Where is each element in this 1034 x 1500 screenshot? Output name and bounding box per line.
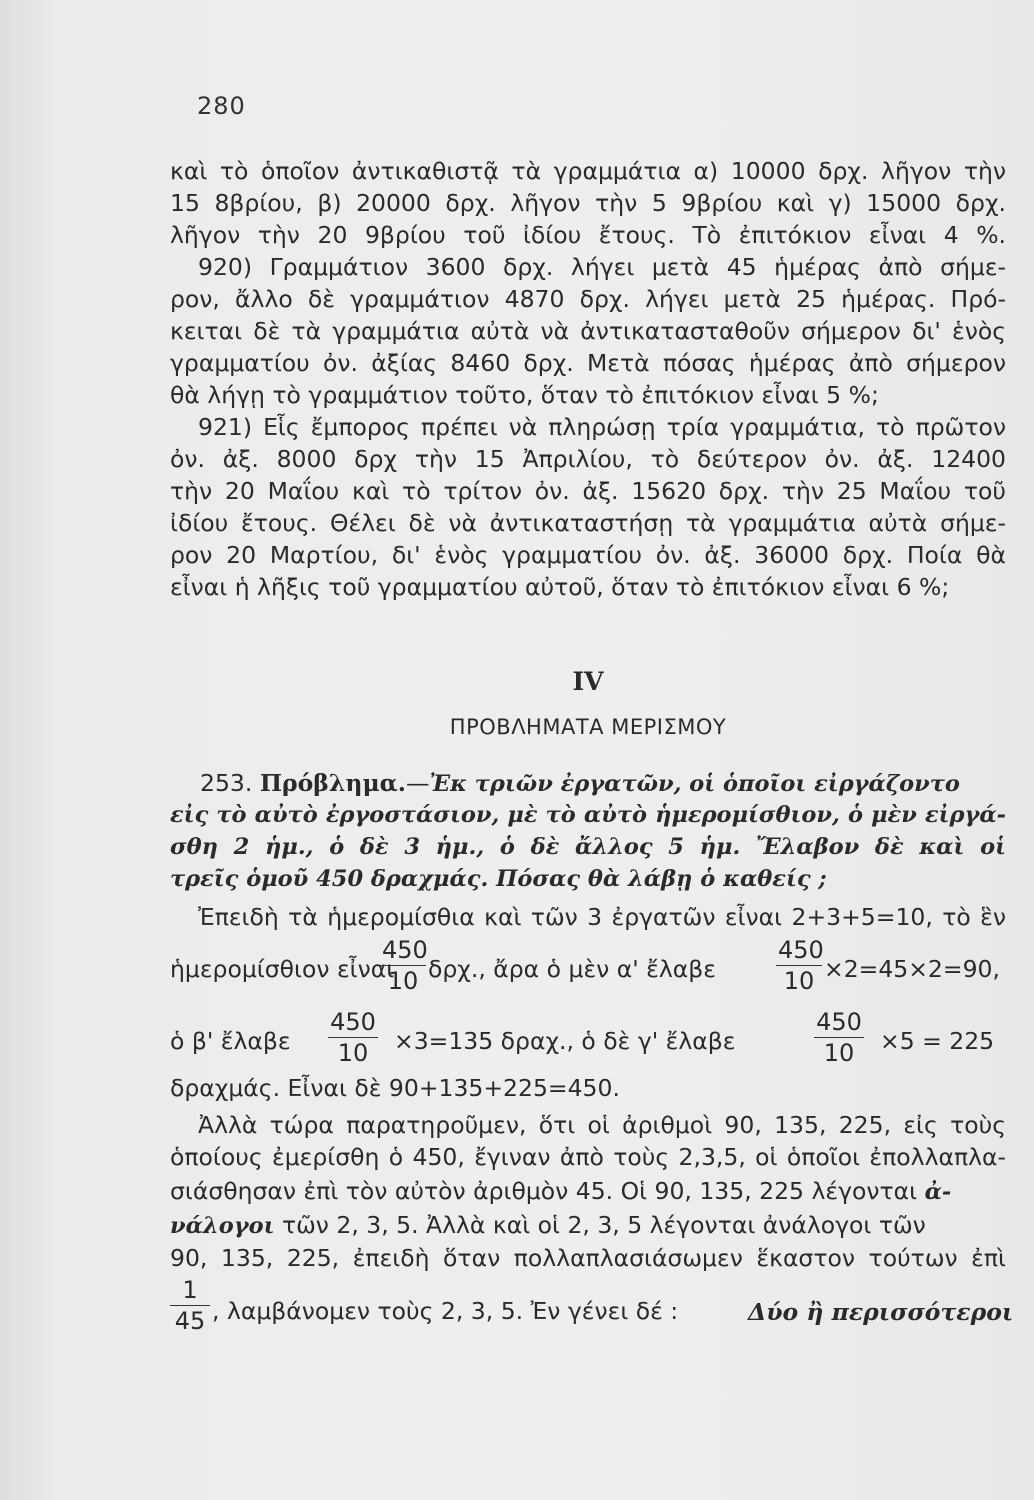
problem-label: Πρόβλημα.	[259, 769, 406, 797]
problem-text-line: σθη 2 ἡμ., ὁ δὲ 3 ἡμ., ὁ δὲ ἄλλος 5 ἡμ. Ἔλαβον δὲ καὶ οἱ	[170, 834, 1006, 860]
bold-term: νάλογοι	[170, 1213, 275, 1239]
text-span: τῶν 2, 3, 5. Ἀλλὰ καὶ οἱ 2, 3, 5 λέγονται ἀνάλογοι τῶν	[274, 1211, 926, 1239]
bold-term: Δύο ἢ περισσότεροι	[748, 1298, 1014, 1326]
problem-text-line: τρεῖς ὁμοῦ 450 δραχμάς. Πόσας θὰ λάβῃ ὁ καθείς ;	[170, 866, 827, 892]
eq-text: ὁ β' ἔλαβε	[170, 1027, 291, 1055]
text-line: εἶναι ἡ λῆξις τοῦ γραμματίου αὐτοῦ, ὅταν τὸ ἐπιτόκιον εἶναι 6 %;	[170, 573, 950, 601]
text-line: ρον 20 Μαρτίου, δι' ἑνὸς γραμματίου ὀν. ἀξ. 36000 δρχ. Ποία θὰ	[170, 541, 1006, 569]
eq-text: δρχ., ἄρα ὁ μὲν α' ἔλαβε	[428, 955, 716, 983]
text-line: γραμματίου ὀν. ἀξίας 8460 δρχ. Μετὰ πόσας ἡμέρας ἀπὸ σήμερον	[170, 349, 1006, 377]
fraction-denominator: 45	[174, 1307, 206, 1335]
text-line-with-bold	[170, 1176, 1006, 1207]
fraction-numerator: 450	[778, 936, 824, 964]
equation-line-1	[170, 935, 1006, 1005]
problem-920-start: 920) Γραμμάτιον 3600 δρχ. λήγει μετὰ 45 ἡμέρας ἀπὸ σήμε-	[198, 253, 1006, 281]
text-line: λῆγον τὴν 20 9βρίου τοῦ ἰδίου ἔτους. Τὸ ἐπιτόκιον εἶναι 4 %.	[170, 221, 1006, 249]
text-line: καὶ τὸ ὁποῖον ἀντικαθιστᾷ τὰ γραμμάτια α) 10000 δρχ. λῆγον τὴν	[170, 157, 1006, 185]
equation-line-2	[170, 1007, 1006, 1077]
fraction-numerator: 450	[382, 936, 428, 964]
fraction-numerator: 450	[330, 1008, 376, 1036]
eq-text: ×2=45×2=90,	[824, 955, 1000, 983]
bold-term: ἀ-	[924, 1179, 952, 1205]
problem-253-header	[200, 768, 1006, 799]
text-line: θὰ λήγῃ τὸ γραμμάτιον τοῦτο, ὅταν τὸ ἐπιτόκιον εἶναι 5 %;	[170, 381, 879, 409]
eq-text: ×5 = 225	[880, 1027, 995, 1055]
text-line: κειται δὲ τὰ γραμμάτια αὐτὰ νὰ ἀντικατασταθοῦν σήμερον δι' ἑνὸς	[170, 317, 1006, 345]
fraction	[814, 1009, 864, 1066]
text-line: 15 8βρίου, β) 20000 δρχ. λῆγον τὴν 5 9βρίου καὶ γ) 15000 δρχ.	[170, 189, 1006, 217]
problem-text-line: εἰς τὸ αὐτὸ ἐργοστάσιον, μὲ τὸ αὐτὸ ἡμερομίσθιον, ὁ μὲν εἰργά-	[170, 802, 1006, 828]
text-line: δραχμάς. Εἶναι δὲ 90+135+225=450.	[170, 1074, 620, 1102]
text-line: ἰδίου ἔτους. Θέλει δὲ νὰ ἀντικαταστήσῃ τὰ γραμμάτια αὐτὰ σήμε-	[170, 509, 1006, 537]
text-line: σιάσθησαν ἐπὶ τὸν αὐτὸν ἀριθμὸν 45. Οἱ 90, 135, 225 λέγονται	[170, 1177, 918, 1205]
fraction	[170, 1277, 210, 1334]
problem-text: Ἐκ τριῶν ἐργατῶν, οἱ ὁποῖοι εἰργάζοντο	[429, 771, 960, 797]
eq-text: ἡμερομίσθιον εἶναι	[170, 955, 395, 983]
fraction-denominator: 10	[387, 967, 419, 995]
fraction-numerator: 1	[182, 1276, 198, 1304]
page-number: 280	[197, 92, 246, 120]
final-line	[170, 1276, 1014, 1347]
text-line: Ἀλλὰ τώρα παρατηροῦμεν, ὅτι οἱ ἀριθμοὶ 90, 135, 225, εἰς τοὺς	[198, 1111, 1006, 1139]
section-number: IV	[572, 667, 604, 696]
text-line: 90, 135, 225, ἐπειδὴ ὅταν πολλαπλασιάσωμεν ἕκαστον τούτων ἐπὶ	[170, 1244, 1006, 1272]
eq-text: ×3=135 δραχ., ὁ δὲ γ' ἔλαβε	[394, 1027, 736, 1055]
eq-text: , λαμβάνομεν τοὺς 2, 3, 5. Ἐν γένει δέ :	[212, 1297, 679, 1325]
fraction-numerator: 450	[816, 1008, 862, 1036]
fraction-denominator: 10	[783, 967, 815, 995]
section-title: ΠΡΟΒΛΗΜΑΤΑ ΜΕΡΙΣΜΟΥ	[449, 715, 727, 739]
fraction	[776, 937, 822, 994]
solution-line: Ἐπειδὴ τὰ ἡμερομίσθια καὶ τῶν 3 ἐργατῶν εἶναι 2+3+5=10, τὸ ἓν	[198, 903, 1006, 931]
problem-number: 253.	[200, 769, 253, 797]
fraction-denominator: 10	[823, 1039, 855, 1067]
fraction	[380, 937, 426, 994]
fraction	[328, 1009, 378, 1066]
text-line-analogoi	[170, 1210, 1006, 1241]
text-line: τὴν 20 Μαΐου καὶ τὸ τρίτον ὀν. ἀξ. 15620 δρχ. τὴν 25 Μαΐου τοῦ	[170, 477, 1006, 505]
text-line: ὀν. ἀξ. 8000 δρχ τὴν 15 Ἀπριλίου, τὸ δεύτερον ὀν. ἀξ. 12400	[170, 445, 1006, 473]
text-line: ὁποίους ἐμερίσθη ὁ 450, ἔγιναν ἀπὸ τοὺς 2,3,5, οἱ ὁποῖοι ἐπολλαπλα-	[170, 1143, 1006, 1171]
problem-dash: —	[405, 769, 430, 797]
text-line: ρον, ἄλλο δὲ γραμμάτιον 4870 δρχ. λήγει μετὰ 25 ἡμέρας. Πρό-	[170, 285, 1006, 313]
problem-921-start: 921) Εἷς ἔμπορος πρέπει νὰ πληρώσῃ τρία γραμμάτια, τὸ πρῶτον	[198, 413, 1006, 441]
fraction-denominator: 10	[337, 1039, 369, 1067]
